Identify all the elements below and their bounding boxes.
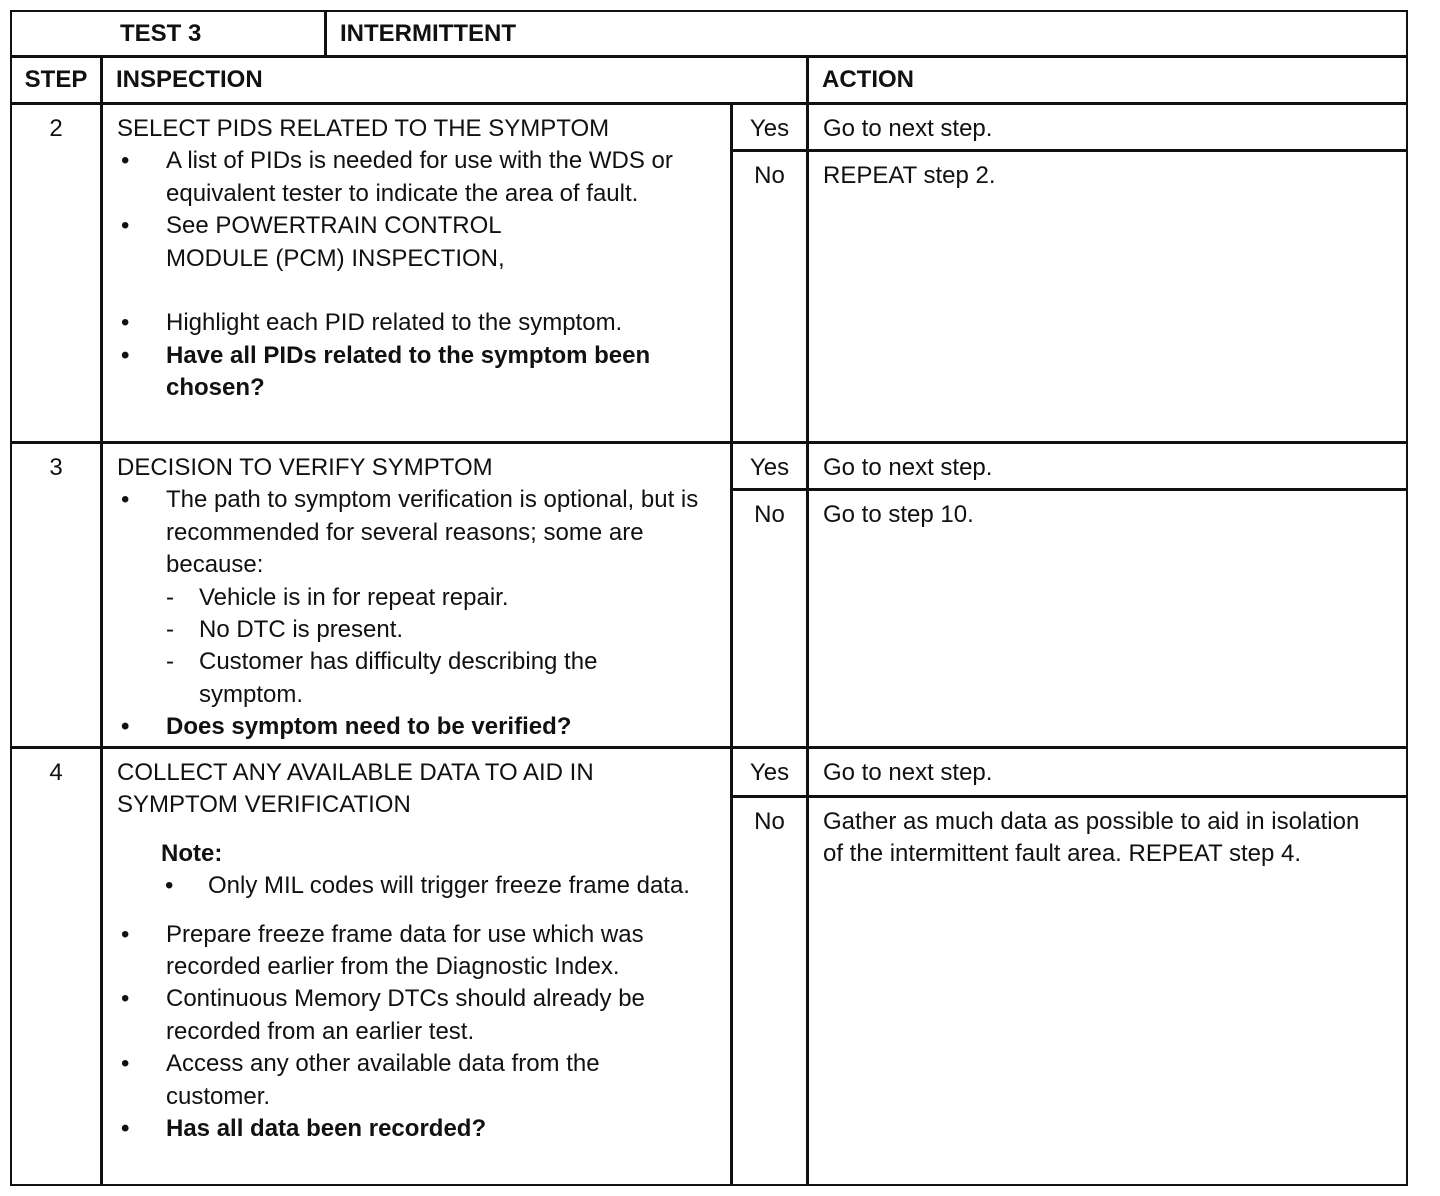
yes-cell	[731, 103, 808, 151]
step-header-label: STEP	[24, 66, 88, 93]
no-label: No	[754, 501, 785, 528]
sub-item-text: Vehicle is in for repeat repair.	[199, 583, 509, 611]
bullet-item: • Continuous Memory DTCs should already be recorded from an earlier test.	[117, 983, 722, 1048]
no-action-cell	[807, 796, 1408, 1186]
note-label: Note:	[161, 839, 223, 867]
bullet-text: A list of PIDs is needed for use with the WDS or equivalent tester to indicate the area of fault.	[166, 147, 673, 207]
bullet-text: The path to symptom verification is optional, but is recommended for several reasons; some are because:	[166, 486, 699, 579]
sub-item: - No DTC is present.	[166, 614, 722, 646]
bullet-question: • Has all data been recorded?	[117, 1113, 722, 1145]
sub-item-text: No DTC is present.	[199, 616, 404, 644]
test-title-cell	[325, 10, 1408, 57]
yes-cell	[731, 442, 808, 490]
bullet-text: Access any other available data from the customer.	[166, 1050, 600, 1110]
no-action: Gather as much data as possible to aid in isolation of the intermittent fault area. REPEAT step 4.	[823, 808, 1360, 868]
bullet-question: • Have all PIDs related to the symptom been chosen?	[117, 340, 722, 405]
step-column-header	[10, 56, 102, 104]
test-number: TEST 3	[120, 20, 202, 47]
yes-label: Yes	[749, 759, 790, 786]
no-label: No	[754, 162, 785, 189]
bullet-question: • Does symptom need to be verified?	[117, 711, 722, 743]
step-title: DECISION TO VERIFY SYMPTOM	[117, 454, 493, 481]
test-number-cell	[10, 10, 326, 57]
sub-item-text: Customer has difficulty describing the symptom.	[199, 648, 598, 708]
yes-action: Go to next step.	[823, 115, 993, 142]
bullet-item: • A list of PIDs is needed for use with the WDS or equivalent tester to indicate the area of fault.	[117, 145, 722, 210]
bullet-item: • Access any other available data from the customer.	[117, 1048, 722, 1113]
bullet-item: • The path to symptom verification is optional, but is recommended for several reasons; some are because:	[117, 484, 722, 581]
step-number-cell	[10, 747, 102, 1186]
inspection-cell	[101, 103, 732, 443]
bullet-item: • Highlight each PID related to the symptom.	[117, 307, 722, 339]
inspection-cell	[101, 747, 732, 1186]
inspection-column-header	[101, 56, 808, 104]
bullet-text: Have all PIDs related to the symptom been chosen?	[166, 341, 651, 402]
step-number-cell	[10, 103, 102, 443]
no-cell	[731, 796, 808, 1186]
bullet-item: • See POWERTRAIN CONTROL MODULE (PCM) INSPECTION,	[117, 210, 722, 275]
bullet-item: • Prepare freeze frame data for use which was recorded earlier from the Diagnostic Index.	[117, 919, 722, 984]
yes-action-cell	[807, 747, 1408, 797]
step-title: COLLECT ANY AVAILABLE DATA TO AID IN SYMPTOM VERIFICATION	[117, 759, 594, 819]
no-action: Go to step 10.	[823, 501, 974, 528]
bullet-text: Prepare freeze frame data for use which was recorded earlier from the Diagnostic Index.	[166, 920, 644, 981]
yes-cell	[731, 747, 808, 797]
note-item: • Only MIL codes will trigger freeze frame data.	[161, 870, 722, 902]
note-box	[161, 838, 722, 903]
yes-action: Go to next step.	[823, 759, 993, 786]
test-title: INTERMITTENT	[340, 20, 516, 47]
inspection-header-label: INSPECTION	[116, 66, 263, 93]
no-label: No	[754, 808, 785, 835]
sub-item: - Customer has difficulty describing the symptom.	[166, 646, 722, 711]
yes-label: Yes	[749, 454, 790, 481]
step-title: SELECT PIDS RELATED TO THE SYMPTOM	[117, 115, 610, 142]
no-cell	[731, 489, 808, 748]
bullet-text: Has all data been recorded?	[166, 1115, 487, 1143]
yes-action-cell	[807, 103, 1408, 151]
step-number: 3	[49, 454, 63, 481]
bullet-text: Does symptom need to be verified?	[166, 713, 572, 741]
inspection-cell	[101, 442, 732, 748]
no-action: REPEAT step 2.	[823, 162, 996, 189]
yes-action-cell	[807, 442, 1408, 490]
step-number: 4	[49, 759, 63, 786]
no-action-cell	[807, 150, 1408, 443]
bullet-text: Continuous Memory DTCs should already be recorded from an earlier test.	[166, 985, 645, 1045]
action-header-label: ACTION	[822, 66, 914, 93]
step-number: 2	[49, 115, 63, 142]
bullet-text: See POWERTRAIN CONTROL MODULE (PCM) INSPECTION,	[166, 212, 505, 272]
no-cell	[731, 150, 808, 443]
yes-action: Go to next step.	[823, 454, 993, 481]
sub-item: - Vehicle is in for repeat repair.	[166, 582, 722, 614]
step-number-cell	[10, 442, 102, 748]
no-action-cell	[807, 489, 1408, 748]
note-text: Only MIL codes will trigger freeze frame data.	[208, 872, 690, 900]
yes-label: Yes	[749, 115, 790, 142]
action-column-header	[807, 56, 1408, 104]
bullet-text: Highlight each PID related to the symptom.	[166, 309, 623, 337]
